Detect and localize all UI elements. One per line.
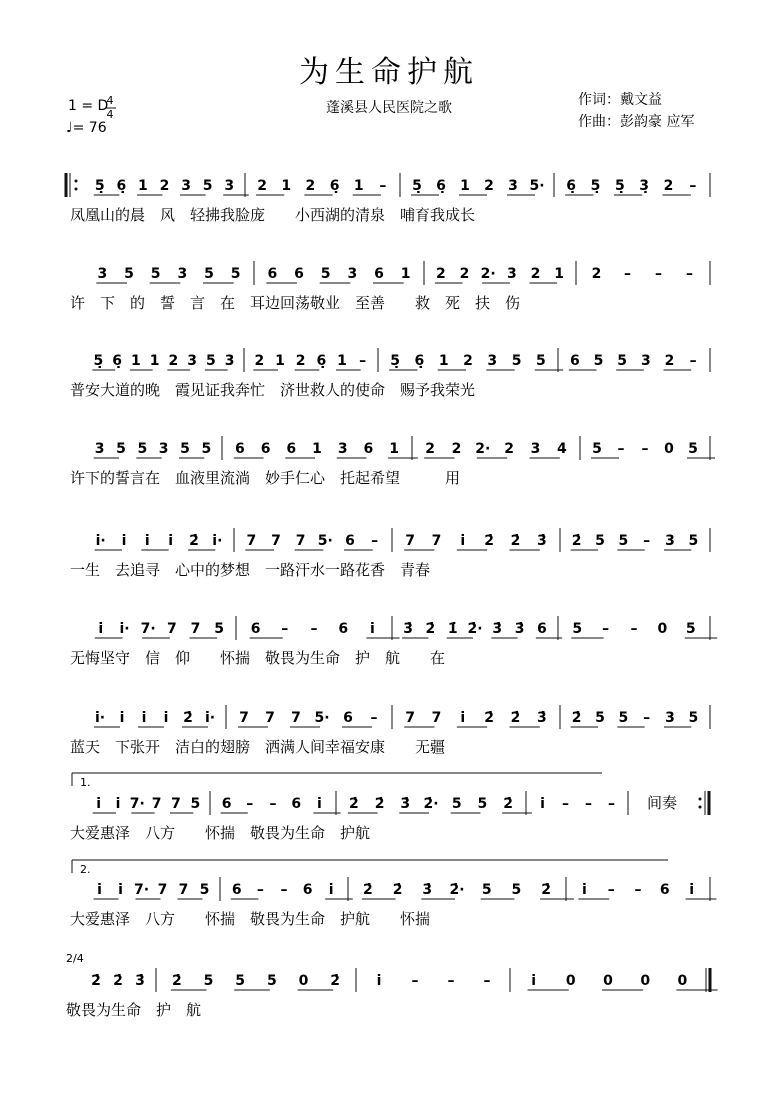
lyric-line: 普安大道的晚 霞见证我奔忙 济世救人的使命 赐予我荣光 bbox=[70, 381, 476, 399]
note: 5 bbox=[199, 882, 210, 898]
note: 0 bbox=[677, 973, 688, 989]
note: – bbox=[269, 796, 277, 812]
note: – bbox=[246, 796, 254, 812]
note: 2 bbox=[435, 266, 446, 282]
note: – bbox=[630, 621, 638, 637]
note: 7 bbox=[171, 796, 181, 812]
note: 6 bbox=[250, 621, 261, 637]
interlude-label: 间奏 bbox=[646, 794, 678, 812]
music-system-6 bbox=[70, 616, 717, 667]
note: 7 bbox=[178, 882, 189, 898]
note: 2 bbox=[257, 178, 267, 194]
note: 7 bbox=[239, 710, 249, 726]
note: 3 bbox=[665, 533, 675, 549]
time-change-label: 2/4 bbox=[66, 952, 84, 965]
note: i bbox=[316, 796, 322, 812]
note: 6 bbox=[363, 441, 374, 457]
note: 7 bbox=[246, 533, 257, 549]
note: i bbox=[460, 710, 466, 726]
note: i bbox=[121, 533, 127, 549]
note: i bbox=[96, 796, 102, 812]
note: – bbox=[256, 882, 264, 898]
note: 2̇ bbox=[374, 796, 385, 812]
note: 2̇ bbox=[171, 973, 182, 989]
note: 5 bbox=[451, 796, 462, 812]
note: 6 bbox=[294, 266, 304, 282]
note: 1 bbox=[554, 266, 565, 282]
note: – bbox=[281, 621, 289, 637]
lyric-line: 许下的誓言在 血液里流淌 妙手仁心 托起希望 用 bbox=[70, 469, 461, 487]
note: 5 bbox=[204, 266, 214, 282]
note: 1 bbox=[460, 178, 470, 194]
note: – bbox=[686, 266, 693, 282]
note: 3 bbox=[665, 710, 675, 726]
note: 5 bbox=[511, 882, 522, 898]
note: 6 bbox=[221, 796, 232, 812]
note: – bbox=[641, 441, 649, 457]
note: 6 bbox=[343, 710, 353, 726]
note: – bbox=[617, 441, 625, 457]
note: i bbox=[118, 882, 123, 898]
note: 5 bbox=[685, 621, 696, 637]
note: 5 bbox=[206, 353, 216, 369]
note: 0 bbox=[603, 973, 613, 989]
note: i bbox=[144, 533, 150, 549]
note: 1 bbox=[281, 178, 292, 194]
time-sig-top: 4 bbox=[106, 94, 114, 107]
note: 6 bbox=[374, 266, 384, 282]
note: 2̇ bbox=[484, 533, 495, 549]
note: 0 bbox=[640, 973, 651, 989]
note: i bbox=[581, 882, 587, 898]
note: 5 bbox=[124, 266, 134, 282]
note: 2̇ bbox=[510, 710, 521, 726]
note: 6 bbox=[267, 266, 278, 282]
note: 5 bbox=[477, 796, 488, 812]
note: i bbox=[119, 710, 125, 726]
note: 5 bbox=[214, 621, 225, 637]
note: 5 bbox=[511, 353, 522, 369]
note: i· bbox=[119, 621, 130, 637]
note: – bbox=[411, 973, 419, 989]
note: 2̇· bbox=[423, 796, 439, 812]
lyric-line: 敬畏为生命 护 航 bbox=[66, 1001, 202, 1019]
note: 2̇ bbox=[183, 710, 193, 726]
note: 5 bbox=[180, 441, 190, 457]
note: 1 bbox=[149, 353, 160, 369]
note: 2̇ bbox=[425, 621, 436, 637]
note: 3 bbox=[506, 266, 517, 282]
note: 5 bbox=[190, 796, 201, 812]
note: – bbox=[608, 796, 615, 812]
music-system-7 bbox=[70, 705, 710, 756]
note: 5· bbox=[317, 533, 333, 549]
note: 3 bbox=[487, 353, 498, 369]
note: 2 bbox=[530, 266, 541, 282]
music-system-4 bbox=[70, 436, 715, 487]
lyric-line: 蓝天 下张开 洁白的翅膀 洒满人间幸福安康 无疆 bbox=[70, 738, 446, 756]
note: 5 bbox=[137, 441, 148, 457]
note: 5̣ bbox=[93, 353, 104, 369]
note: 6̣ bbox=[414, 353, 425, 369]
note: 2̇ bbox=[392, 882, 403, 898]
note: 1 bbox=[389, 441, 400, 457]
note: 6 bbox=[569, 353, 580, 369]
note: 3̇ bbox=[536, 710, 547, 726]
note: 5 bbox=[595, 533, 605, 549]
note: 2 bbox=[305, 178, 316, 194]
note: 5· bbox=[314, 710, 330, 726]
note: 6 bbox=[286, 441, 297, 457]
note: 2̇ bbox=[189, 533, 199, 549]
note: i bbox=[98, 621, 104, 637]
note: i· bbox=[212, 533, 223, 549]
note: – bbox=[585, 796, 592, 812]
note: i bbox=[141, 710, 147, 726]
note: 5 bbox=[481, 882, 492, 898]
note: 6̣ bbox=[116, 178, 127, 194]
note: 6̣ bbox=[566, 178, 577, 194]
note: – bbox=[562, 796, 569, 812]
note: i· bbox=[95, 533, 106, 549]
volta-1-label: 1. bbox=[80, 776, 91, 789]
note: 5 bbox=[150, 266, 161, 282]
note: – bbox=[643, 710, 651, 726]
note: 2̇ bbox=[113, 973, 123, 989]
note: 2̇· bbox=[467, 621, 483, 637]
music-system-9 bbox=[70, 877, 716, 928]
volta-2-label: 2. bbox=[80, 863, 91, 876]
note: i bbox=[168, 533, 174, 549]
note: 2 bbox=[664, 353, 675, 369]
note: 3̇ bbox=[400, 796, 411, 812]
note: 7 bbox=[166, 621, 177, 637]
note: 3 bbox=[187, 353, 197, 369]
note: 7· bbox=[140, 621, 156, 637]
note: 7· bbox=[133, 882, 150, 898]
note: 6 bbox=[260, 441, 271, 457]
note: 6̣ bbox=[112, 353, 122, 369]
note: 2̇ bbox=[541, 882, 552, 898]
note: 3 bbox=[530, 441, 541, 457]
song-subtitle: 蓬溪县人民医院之歌 bbox=[326, 100, 452, 116]
note: 5 bbox=[201, 441, 212, 457]
note: 6̣ bbox=[436, 178, 446, 194]
note: 1 bbox=[353, 178, 364, 194]
note: 3̇ bbox=[403, 621, 414, 637]
note: 1 bbox=[275, 353, 285, 369]
note: 6 bbox=[345, 533, 355, 549]
note: 3 bbox=[158, 441, 169, 457]
note: 2 bbox=[663, 178, 674, 194]
note: 3̇ bbox=[536, 533, 547, 549]
note: – bbox=[634, 882, 642, 898]
note: 5 bbox=[592, 441, 602, 457]
note: 3̇ bbox=[514, 621, 525, 637]
note: 3 bbox=[181, 178, 191, 194]
note: 6̣ bbox=[316, 353, 327, 369]
note: 5 bbox=[617, 353, 628, 369]
music-system-1 bbox=[70, 173, 710, 224]
note: 3̣ bbox=[639, 178, 650, 194]
note: 5 bbox=[572, 621, 583, 637]
note: 2̇ bbox=[571, 533, 582, 549]
note: – bbox=[655, 266, 662, 282]
note: i· bbox=[204, 710, 216, 726]
note: 5 bbox=[235, 973, 246, 989]
note: 7 bbox=[405, 710, 416, 726]
note: 5 bbox=[688, 441, 698, 457]
note: 6 bbox=[231, 882, 242, 898]
note: 3 bbox=[97, 266, 108, 282]
note: 2 bbox=[254, 353, 265, 369]
note: 2̇ bbox=[91, 973, 101, 989]
note: 5 bbox=[688, 710, 699, 726]
note: – bbox=[447, 973, 455, 989]
note: 3 bbox=[224, 178, 235, 194]
note: 1 bbox=[400, 266, 411, 282]
note: 4 bbox=[556, 441, 567, 457]
note: 5 bbox=[618, 710, 629, 726]
note: 6 bbox=[302, 882, 313, 898]
note: 1 bbox=[438, 353, 449, 369]
note: 7 bbox=[151, 796, 162, 812]
note: – bbox=[602, 621, 610, 637]
note: 2 bbox=[484, 178, 494, 194]
note: – bbox=[689, 353, 697, 369]
note: i bbox=[689, 882, 695, 898]
music-system-5 bbox=[70, 528, 710, 579]
lyric-line: 一生 去追寻 心中的梦想 一路汗水一路花香 青春 bbox=[70, 561, 431, 579]
note: 0 bbox=[565, 973, 576, 989]
note: 3 bbox=[337, 441, 348, 457]
note: 7 bbox=[431, 710, 442, 726]
note: 2 bbox=[463, 353, 473, 369]
note: i bbox=[540, 796, 545, 812]
note: 1 bbox=[312, 441, 322, 457]
note: 3 bbox=[177, 266, 188, 282]
lyric-line: 大爱惠泽 八方 怀揣 敬畏为生命 护航 怀揣 bbox=[70, 910, 431, 928]
music-system-10 bbox=[66, 968, 718, 1019]
note: 6̣ bbox=[329, 178, 340, 194]
note: 2· bbox=[480, 266, 496, 282]
note: 2̇ bbox=[330, 973, 341, 989]
note: i bbox=[531, 973, 537, 989]
note: 1̇ bbox=[447, 621, 458, 637]
music-system-8 bbox=[70, 791, 628, 842]
tempo-mark: ♩= 76 bbox=[66, 120, 107, 136]
note: 5̣ bbox=[94, 178, 105, 194]
note: 2̇· bbox=[449, 882, 465, 898]
note: 1 bbox=[138, 178, 148, 194]
note: 6 bbox=[291, 796, 302, 812]
note: 5 bbox=[535, 353, 546, 369]
lyric-line: 凤凰山的晨 风 轻拂我脸庞 小西湖的清泉 哺育我成长 bbox=[70, 206, 476, 224]
note: 5 bbox=[116, 441, 126, 457]
note: 7 bbox=[190, 621, 201, 637]
note: 2̇ bbox=[571, 710, 582, 726]
note: – bbox=[643, 533, 651, 549]
note: 0 bbox=[664, 441, 674, 457]
note: 7 bbox=[265, 710, 275, 726]
lyric-line: 无悔坚守 信 仰 怀揣 敬畏为生命 护 航 在 bbox=[70, 649, 446, 667]
note: i bbox=[97, 882, 102, 898]
note: i bbox=[369, 621, 375, 637]
note: 3̇ bbox=[492, 621, 503, 637]
note: – bbox=[359, 353, 367, 369]
note: 7· bbox=[129, 796, 145, 812]
note: – bbox=[624, 266, 631, 282]
note: – bbox=[607, 882, 615, 898]
key-signature: 1 = D bbox=[68, 98, 109, 114]
note: 5· bbox=[529, 178, 545, 194]
note: 5 bbox=[320, 266, 331, 282]
note: 7 bbox=[271, 533, 281, 549]
note: 5 bbox=[595, 710, 605, 726]
note: 5̣ bbox=[390, 353, 401, 369]
note: 3̇ bbox=[135, 973, 145, 989]
note: – bbox=[483, 973, 491, 989]
lyricist-credit: 作词：戴文益 bbox=[578, 92, 662, 108]
note: – bbox=[379, 178, 387, 194]
note: 3 bbox=[347, 266, 358, 282]
note: 5 bbox=[688, 533, 699, 549]
note: 1 bbox=[337, 353, 347, 369]
note: 7 bbox=[157, 882, 168, 898]
note: – bbox=[371, 533, 379, 549]
note: 2̇ bbox=[348, 796, 359, 812]
note: i bbox=[460, 533, 466, 549]
note: 2 bbox=[459, 266, 470, 282]
note: 6 bbox=[338, 621, 349, 637]
note: 5̣ bbox=[590, 178, 601, 194]
note: 0 bbox=[298, 973, 309, 989]
repeat-dot bbox=[75, 188, 78, 191]
note: 2 bbox=[591, 266, 602, 282]
time-sig-bottom: 4 bbox=[106, 108, 114, 121]
note: 2 bbox=[451, 441, 462, 457]
note: 3 bbox=[640, 353, 651, 369]
note: 5̣ bbox=[614, 178, 625, 194]
note: 6 bbox=[536, 621, 547, 637]
note: – bbox=[280, 882, 288, 898]
lyric-line: 大爱惠泽 八方 怀揣 敬畏为生命 护航 bbox=[70, 824, 371, 842]
note: 2 bbox=[504, 441, 515, 457]
note: 5 bbox=[266, 973, 277, 989]
music-system-2 bbox=[70, 261, 710, 312]
note: 2 bbox=[168, 353, 179, 369]
music-system-3 bbox=[70, 348, 710, 399]
note: 2· bbox=[475, 441, 491, 457]
note: 5 bbox=[618, 533, 629, 549]
note: – bbox=[689, 178, 697, 194]
note: i bbox=[376, 973, 382, 989]
note: 3̇ bbox=[422, 882, 433, 898]
note: – bbox=[310, 621, 318, 637]
note: 7 bbox=[291, 710, 301, 726]
note: – bbox=[370, 710, 378, 726]
note: 1 bbox=[131, 353, 141, 369]
note: 2̇ bbox=[362, 882, 373, 898]
note: 3 bbox=[94, 441, 105, 457]
note: 2̇ bbox=[503, 796, 514, 812]
note: 2 bbox=[159, 178, 170, 194]
note: 3 bbox=[508, 178, 518, 194]
note: i bbox=[328, 882, 334, 898]
note: 3 bbox=[224, 353, 235, 369]
note: 0 bbox=[657, 621, 668, 637]
repeat-dot bbox=[699, 798, 702, 801]
note: 5 bbox=[202, 178, 213, 194]
note: 7 bbox=[295, 533, 306, 549]
composer-credit: 作曲：彭韵豪 应军 bbox=[578, 114, 695, 130]
note: i bbox=[163, 710, 169, 726]
note: 5 bbox=[593, 353, 604, 369]
note: 7 bbox=[431, 533, 442, 549]
repeat-dot bbox=[75, 180, 78, 183]
song-title: 为生命护航 bbox=[299, 55, 479, 90]
note: 2 bbox=[425, 441, 436, 457]
note: i· bbox=[94, 710, 106, 726]
note: 7 bbox=[405, 533, 416, 549]
repeat-dot bbox=[699, 806, 702, 809]
note: 2̇ bbox=[510, 533, 521, 549]
note: 2 bbox=[295, 353, 306, 369]
note: 2̇ bbox=[484, 710, 495, 726]
note: 5 bbox=[203, 973, 214, 989]
note: 5 bbox=[230, 266, 241, 282]
note: 6 bbox=[234, 441, 245, 457]
lyric-line: 许 下 的 誓 言 在 耳边回荡敬业 至善 救 死 扶 伤 bbox=[70, 294, 521, 312]
note: 5̣ bbox=[412, 178, 422, 194]
note: i bbox=[115, 796, 121, 812]
note: 6 bbox=[659, 882, 670, 898]
